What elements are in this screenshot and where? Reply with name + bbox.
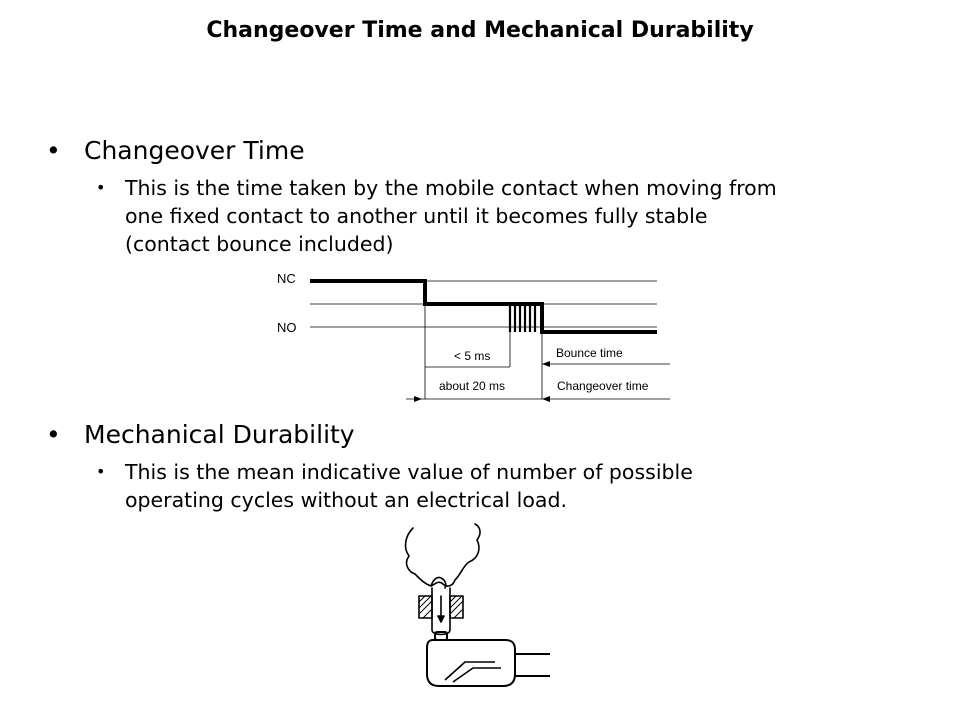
bullet-glyph: • (46, 136, 61, 165)
text-line: This is the time taken by the mobile contact when moving from (125, 176, 777, 200)
slide-title: Changeover Time and Mechanical Durability (206, 18, 754, 43)
text-line: one fixed contact to another until it becomes fully stable (125, 204, 708, 228)
bounce-time-label: Bounce time (556, 346, 623, 360)
micro-switch-illustration (395, 522, 560, 712)
bullet-heading: Changeover Time (84, 136, 305, 165)
changeover-arrowhead-right (542, 396, 550, 402)
nc-label: NC (277, 271, 296, 286)
sub-bullet-text (125, 174, 905, 258)
changeover-arrowhead-left (414, 396, 422, 402)
bullet-glyph: • (96, 178, 106, 197)
text-line: This is the mean indicative value of number of possible (125, 460, 693, 484)
about-20ms-label: about 20 ms (439, 379, 506, 393)
text-line: (contact bounce included) (125, 232, 394, 256)
changeover-timing-diagram (260, 262, 680, 407)
switch-body-icon (427, 640, 515, 686)
changeover-time-label: Changeover time (557, 379, 649, 393)
bullet-glyph: • (96, 462, 106, 481)
text-line: operating cycles without an electrical load. (125, 488, 567, 512)
bullet-heading: Mechanical Durability (84, 420, 355, 449)
sub-bullet-text (125, 458, 905, 514)
hand-icon (406, 524, 481, 586)
bullet-glyph: • (46, 420, 61, 449)
bounce-hatching (510, 304, 535, 332)
lt5ms-label: < 5 ms (454, 349, 491, 363)
contact-signal-trace (310, 281, 657, 332)
switch-button-icon (435, 632, 447, 640)
no-label: NO (277, 320, 297, 335)
bounce-arrowhead (542, 361, 550, 367)
